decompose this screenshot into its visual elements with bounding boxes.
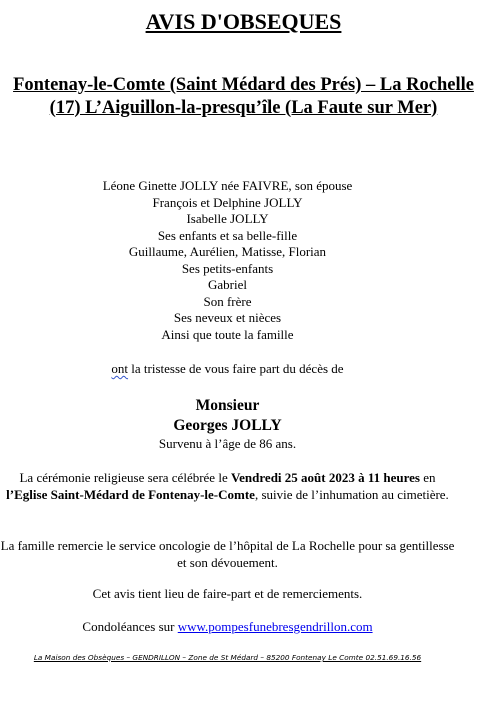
family-line: Isabelle JOLLY [186, 211, 269, 226]
footer-text: La Maison des Obsèques – GENDRILLON – Zone de St Médard – 85200 Fontenay Le Comte 02.51.69.16.56 [33, 653, 422, 662]
family-line: Ses neveux et nièces [173, 310, 282, 325]
family-line: Léone Ginette JOLLY née FAIVRE, son épouse [102, 178, 353, 193]
ceremony-date: Vendredi 25 août 2023 à 11 heures [230, 470, 420, 485]
deceased-name: Georges JOLLY [173, 417, 282, 434]
ceremony-middle: en [419, 470, 436, 485]
location-heading: Fontenay-le-Comte (Saint Médard des Prés) – La Rochelle (17) L’Aiguillon-la-presqu’île (La Faute sur Mer) [13, 75, 474, 118]
thanks-paragraph: La famille remercie le service oncologie de l’hôpital de La Rochelle pour sa gentillesse et son dévouement. [0, 538, 455, 570]
announcement-text [0, 361, 455, 377]
condolences-label: Condoléances sur [82, 619, 178, 634]
announcement-rest: la tristesse de vous faire part du décès de [128, 361, 344, 376]
family-line: Guillaume, Aurélien, Matisse, Florian [128, 244, 327, 259]
ceremony-intro: La cérémonie religieuse sera célébrée le [19, 470, 231, 485]
family-line: Gabriel [208, 277, 247, 292]
family-line: Ainsi que toute la famille [161, 326, 294, 342]
family-line: Ses enfants et sa belle-fille [157, 227, 298, 243]
family-line: François et Delphine JOLLY [152, 194, 303, 210]
family-line: Son frère [203, 293, 252, 309]
ceremony-end: , suivie de l’inhumation au cimetière. [254, 487, 449, 502]
ceremony-paragraph [0, 469, 455, 503]
deceased-age: Survenu à l’âge de 86 ans. [158, 436, 297, 451]
notice-paragraph: Cet avis tient lieu de faire-part et de remerciements. [92, 586, 363, 601]
spellcheck-word: ont [111, 361, 129, 376]
deceased-title: Monsieur [195, 397, 260, 414]
condolences-line [0, 619, 455, 635]
family-line: Ses petits-enfants [181, 260, 274, 276]
ceremony-place: l’Eglise Saint-Médard de Fontenay-le-Comte [6, 487, 255, 502]
condolences-link[interactable]: www.pompesfunebresgendrillon.com [177, 619, 373, 634]
family-list [0, 178, 455, 343]
page-title: AVIS D'OBSEQUES [145, 9, 342, 34]
